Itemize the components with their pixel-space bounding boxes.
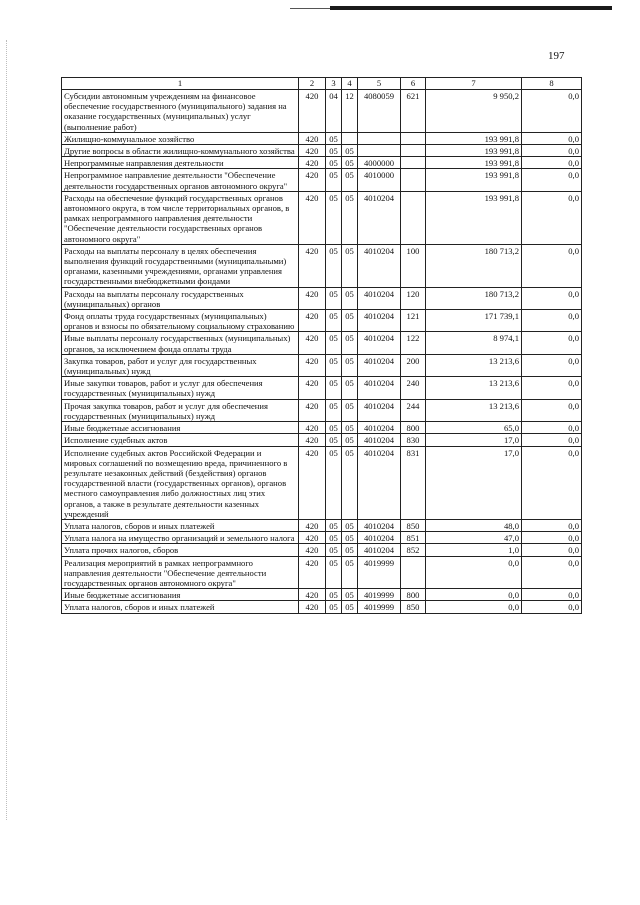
row-amount-cell: 47,0 [426,532,522,544]
row-section-cell: 05 [326,287,342,309]
row-name-cell: Исполнение судебных актов [62,434,299,446]
row-expense-type-cell [401,132,426,144]
row-amount-cell: 193 991,8 [426,169,522,191]
table-header-row [62,78,582,90]
row-amount-2-cell: 0,0 [522,422,582,434]
row-section-cell: 05 [326,532,342,544]
row-section-cell: 05 [326,145,342,157]
row-amount-2-cell: 0,0 [522,157,582,169]
row-subsection-cell: 05 [342,556,358,589]
row-target-article-cell [358,132,401,144]
row-amount-cell: 9 950,2 [426,90,522,133]
row-name-cell: Реализация мероприятий в рамках непрограммного направления деятельности "Обеспечение деятельности государственных органов автономного округа" [62,556,299,589]
row-amount-cell: 48,0 [426,519,522,531]
page-number: 197 [548,50,565,62]
row-amount-2-cell: 0,0 [522,532,582,544]
row-amount-cell: 193 991,8 [426,145,522,157]
row-amount-2-cell: 0,0 [522,310,582,332]
row-subsection-cell: 05 [342,354,358,376]
row-gov-code-cell: 420 [299,434,326,446]
row-name-cell: Иные выплаты персоналу государственных (муниципальных) органов, за исключением фонда оплаты труда [62,332,299,354]
row-name-cell: Уплата налога на имущество организаций и земельного налога [62,532,299,544]
row-amount-2-cell: 0,0 [522,589,582,601]
row-section-cell: 05 [326,332,342,354]
row-expense-type-cell: 100 [401,244,426,287]
row-amount-2-cell: 0,0 [522,601,582,613]
row-name-cell: Исполнение судебных актов Российской Федерации и мировых соглашений по возмещению вреда, причиненного в результате незаконных действий (бездействия) органов государственной власти (государственных органов), органов местного самоуправления либо должностных лиц этих органов, а также в результате деятельности казенных учреждений [62,446,299,519]
row-amount-2-cell: 0,0 [522,556,582,589]
row-name-cell: Расходы на выплаты персоналу государственных (муниципальных) органов [62,287,299,309]
row-amount-cell: 180 713,2 [426,244,522,287]
row-expense-type-cell: 800 [401,589,426,601]
header-col-6: 6 [401,78,426,90]
header-col-3: 3 [326,78,342,90]
row-subsection-cell: 05 [342,332,358,354]
row-subsection-cell: 05 [342,399,358,421]
left-margin-mark [6,40,8,820]
row-name-cell: Расходы на выплаты персоналу в целях обеспечения выполнения функций государственными (муниципальными) органами, казенными учреждениями, органами управления государственными внебюджетными фондами [62,244,299,287]
row-gov-code-cell: 420 [299,287,326,309]
row-amount-2-cell: 0,0 [522,434,582,446]
row-expense-type-cell [401,145,426,157]
row-expense-type-cell [401,157,426,169]
row-gov-code-cell: 420 [299,589,326,601]
row-expense-type-cell [401,191,426,244]
table-row [62,310,582,332]
table-row [62,132,582,144]
row-name-cell: Расходы на обеспечение функций государственных органов автономного округа, в том числе территориальных органов, в рамках непрограммного направления деятельности "Обеспечение деятельности государственных органов автономного округа" [62,191,299,244]
row-section-cell: 05 [326,601,342,613]
row-section-cell: 05 [326,399,342,421]
row-section-cell: 05 [326,556,342,589]
row-name-cell: Непрограммные направления деятельности [62,157,299,169]
row-target-article-cell: 4010204 [358,544,401,556]
row-expense-type-cell [401,169,426,191]
row-name-cell: Закупка товаров, работ и услуг для государственных (муниципальных) нужд [62,354,299,376]
row-subsection-cell: 05 [342,244,358,287]
row-section-cell: 05 [326,589,342,601]
row-amount-2-cell: 0,0 [522,399,582,421]
row-target-article-cell: 4010204 [358,332,401,354]
row-gov-code-cell: 420 [299,399,326,421]
table-row [62,544,582,556]
row-name-cell: Уплата налогов, сборов и иных платежей [62,519,299,531]
row-section-cell: 05 [326,544,342,556]
row-amount-cell: 0,0 [426,556,522,589]
row-expense-type-cell: 851 [401,532,426,544]
row-section-cell: 05 [326,446,342,519]
row-name-cell: Прочая закупка товаров, работ и услуг для обеспечения государственных (муниципальных) нужд [62,399,299,421]
row-section-cell: 05 [326,422,342,434]
row-name-cell: Иные закупки товаров, работ и услуг для обеспечения государственных (муниципальных) нужд [62,377,299,399]
row-name-cell: Уплата налогов, сборов и иных платежей [62,601,299,613]
row-name-cell: Субсидии автономным учреждениям на финансовое обеспечение государственного (муниципального) задания на оказание государственных (муниципальных) услуг (выполнение работ) [62,90,299,133]
row-amount-cell: 13 213,6 [426,377,522,399]
row-target-article-cell: 4010204 [358,354,401,376]
row-amount-cell: 193 991,8 [426,157,522,169]
row-gov-code-cell: 420 [299,132,326,144]
row-expense-type-cell: 831 [401,446,426,519]
row-target-article-cell: 4010204 [358,532,401,544]
row-amount-cell: 180 713,2 [426,287,522,309]
row-subsection-cell: 05 [342,532,358,544]
table-row [62,422,582,434]
row-subsection-cell: 05 [342,519,358,531]
row-section-cell: 05 [326,519,342,531]
row-amount-cell: 193 991,8 [426,191,522,244]
row-subsection-cell: 05 [342,377,358,399]
table-row [62,90,582,133]
row-gov-code-cell: 420 [299,157,326,169]
row-section-cell: 05 [326,244,342,287]
row-target-article-cell: 4010204 [358,519,401,531]
table-row [62,434,582,446]
row-gov-code-cell: 420 [299,422,326,434]
row-subsection-cell: 05 [342,145,358,157]
row-amount-2-cell: 0,0 [522,169,582,191]
row-amount-cell: 193 991,8 [426,132,522,144]
row-amount-cell: 171 739,1 [426,310,522,332]
row-target-article-cell: 4010204 [358,191,401,244]
row-target-article-cell [358,145,401,157]
row-gov-code-cell: 420 [299,377,326,399]
row-section-cell: 05 [326,191,342,244]
top-thin-rule [290,8,332,9]
row-gov-code-cell: 420 [299,544,326,556]
row-name-cell: Жилищно-коммунальное хозяйство [62,132,299,144]
row-section-cell: 05 [326,169,342,191]
row-gov-code-cell: 420 [299,244,326,287]
row-section-cell: 05 [326,157,342,169]
row-gov-code-cell: 420 [299,145,326,157]
row-amount-2-cell: 0,0 [522,132,582,144]
row-gov-code-cell: 420 [299,446,326,519]
row-subsection-cell: 05 [342,422,358,434]
table-row [62,354,582,376]
row-target-article-cell: 4010204 [358,377,401,399]
header-col-1: 1 [62,78,299,90]
table-row [62,446,582,519]
row-subsection-cell: 05 [342,157,358,169]
row-amount-2-cell: 0,0 [522,287,582,309]
row-gov-code-cell: 420 [299,556,326,589]
table-row [62,145,582,157]
row-expense-type-cell: 240 [401,377,426,399]
row-subsection-cell: 05 [342,544,358,556]
row-amount-2-cell: 0,0 [522,544,582,556]
row-subsection-cell: 05 [342,446,358,519]
table-row [62,399,582,421]
row-target-article-cell: 4010204 [358,287,401,309]
row-name-cell: Уплата прочих налогов, сборов [62,544,299,556]
row-target-article-cell: 4010204 [358,244,401,287]
row-target-article-cell: 4000000 [358,157,401,169]
row-target-article-cell: 4010204 [358,422,401,434]
row-amount-2-cell: 0,0 [522,377,582,399]
row-gov-code-cell: 420 [299,332,326,354]
row-expense-type-cell: 621 [401,90,426,133]
row-gov-code-cell: 420 [299,310,326,332]
budget-table [61,77,582,614]
row-expense-type-cell: 850 [401,519,426,531]
row-target-article-cell: 4010204 [358,310,401,332]
row-expense-type-cell: 200 [401,354,426,376]
row-amount-cell: 1,0 [426,544,522,556]
row-target-article-cell: 4019999 [358,556,401,589]
row-amount-2-cell: 0,0 [522,90,582,133]
row-name-cell: Другие вопросы в области жилищно-коммунального хозяйства [62,145,299,157]
row-amount-2-cell: 0,0 [522,145,582,157]
row-target-article-cell: 4010204 [358,434,401,446]
table-row [62,601,582,613]
row-name-cell: Фонд оплаты труда государственных (муниципальных) органов и взносы по обязательному социальному страхованию [62,310,299,332]
row-gov-code-cell: 420 [299,90,326,133]
row-target-article-cell: 4010000 [358,169,401,191]
row-section-cell: 05 [326,132,342,144]
row-target-article-cell: 4019999 [358,601,401,613]
row-expense-type-cell [401,556,426,589]
row-subsection-cell: 05 [342,287,358,309]
row-amount-cell: 17,0 [426,434,522,446]
table-row [62,377,582,399]
row-subsection-cell: 05 [342,589,358,601]
table-row [62,191,582,244]
table-row [62,169,582,191]
row-expense-type-cell: 120 [401,287,426,309]
table-body [62,90,582,614]
header-col-4: 4 [342,78,358,90]
row-amount-cell: 0,0 [426,601,522,613]
row-subsection-cell: 05 [342,434,358,446]
row-target-article-cell: 4010204 [358,399,401,421]
row-subsection-cell: 05 [342,310,358,332]
row-amount-2-cell: 0,0 [522,446,582,519]
row-subsection-cell: 05 [342,601,358,613]
row-amount-cell: 0,0 [426,589,522,601]
table-row [62,332,582,354]
row-amount-2-cell: 0,0 [522,191,582,244]
table-row [62,532,582,544]
row-amount-2-cell: 0,0 [522,519,582,531]
table-row [62,287,582,309]
table-row [62,556,582,589]
row-expense-type-cell: 121 [401,310,426,332]
row-expense-type-cell: 850 [401,601,426,613]
row-amount-cell: 13 213,6 [426,399,522,421]
row-name-cell: Непрограммное направление деятельности "Обеспечение деятельности государственных органов автономного округа" [62,169,299,191]
row-target-article-cell: 4080059 [358,90,401,133]
row-amount-2-cell: 0,0 [522,354,582,376]
row-target-article-cell: 4019999 [358,589,401,601]
row-gov-code-cell: 420 [299,191,326,244]
row-gov-code-cell: 420 [299,169,326,191]
row-gov-code-cell: 420 [299,519,326,531]
row-section-cell: 05 [326,354,342,376]
table-row [62,519,582,531]
row-expense-type-cell: 800 [401,422,426,434]
header-col-7: 7 [426,78,522,90]
row-gov-code-cell: 420 [299,601,326,613]
table-row [62,244,582,287]
top-thick-rule [330,6,612,10]
row-subsection-cell: 05 [342,169,358,191]
row-section-cell: 05 [326,377,342,399]
row-name-cell: Иные бюджетные ассигнования [62,422,299,434]
row-amount-cell: 8 974,1 [426,332,522,354]
row-gov-code-cell: 420 [299,532,326,544]
header-col-8: 8 [522,78,582,90]
row-amount-2-cell: 0,0 [522,244,582,287]
row-amount-2-cell: 0,0 [522,332,582,354]
row-subsection-cell: 05 [342,191,358,244]
row-name-cell: Иные бюджетные ассигнования [62,589,299,601]
row-amount-cell: 13 213,6 [426,354,522,376]
table-row [62,589,582,601]
row-section-cell: 05 [326,434,342,446]
row-gov-code-cell: 420 [299,354,326,376]
row-expense-type-cell: 122 [401,332,426,354]
row-subsection-cell [342,132,358,144]
row-subsection-cell: 12 [342,90,358,133]
row-expense-type-cell: 830 [401,434,426,446]
row-expense-type-cell: 852 [401,544,426,556]
header-col-2: 2 [299,78,326,90]
row-section-cell: 04 [326,90,342,133]
table-row [62,157,582,169]
row-target-article-cell: 4010204 [358,446,401,519]
row-section-cell: 05 [326,310,342,332]
row-expense-type-cell: 244 [401,399,426,421]
header-col-5: 5 [358,78,401,90]
row-amount-cell: 65,0 [426,422,522,434]
row-amount-cell: 17,0 [426,446,522,519]
